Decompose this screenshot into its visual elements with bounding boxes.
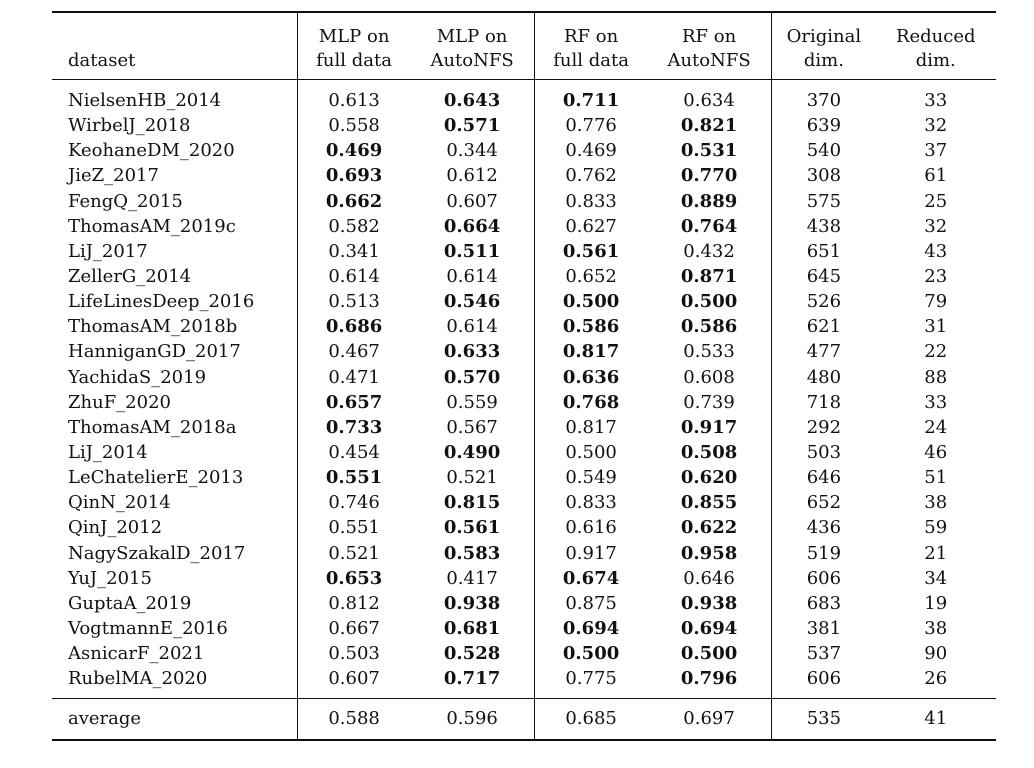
cell-original-dim: 292 <box>772 415 876 440</box>
cell-original-dim: 645 <box>772 264 876 289</box>
cell-rf-full: 0.694 <box>535 616 647 641</box>
cell-mlp-autonfs: 0.567 <box>446 416 498 438</box>
cell-rf-autonfs: 0.694 <box>680 618 738 640</box>
cell-dataset: LifeLinesDeep_2016 <box>68 291 255 313</box>
header-reduced-dim-line1: Reduced <box>895 26 976 47</box>
cell-dataset: ThomasAM_2018b <box>68 316 238 338</box>
cell-mlp-autonfs: 0.521 <box>446 467 498 489</box>
cell-mlp-autonfs: 0.559 <box>446 391 498 413</box>
cell-dataset: ThomasAM_2018a <box>68 416 237 438</box>
cell-original-dim: 308 <box>772 163 876 188</box>
cell-dataset: NielsenHB_2014 <box>68 90 222 112</box>
table-row <box>52 440 996 465</box>
cell-dataset: WirbelJ_2018 <box>68 115 191 137</box>
header-rf-autonfs-line1: RF on <box>681 26 737 47</box>
cell-rf-autonfs: 0.871 <box>680 266 738 288</box>
cell-original-dim: 436 <box>772 515 876 540</box>
cell-original-dim: 606 <box>772 666 876 699</box>
cell-mlp-autonfs: 0.614 <box>446 266 498 288</box>
cell-mlp-full: 0.733 <box>298 415 410 440</box>
cell-dataset: QinN_2014 <box>68 492 171 514</box>
cell-rf-full: 0.775 <box>535 666 647 699</box>
cell-rf-full: 0.776 <box>535 113 647 138</box>
cell-rf-autonfs: 0.608 <box>683 366 735 388</box>
cell-rf-full: 0.833 <box>535 490 647 515</box>
cell-rf-full: 0.817 <box>535 415 647 440</box>
header-mlp-autonfs-line1: MLP on <box>436 26 508 47</box>
header-dataset-label: dataset <box>68 50 136 71</box>
header-mlp-full-line1: MLP on <box>318 26 390 47</box>
table-row <box>52 616 996 641</box>
cell-reduced-dim: 24 <box>924 416 948 438</box>
cell-rf-autonfs: 0.855 <box>680 492 738 514</box>
table-row <box>52 113 996 138</box>
cell-dataset: HanniganGD_2017 <box>68 341 241 363</box>
table-row <box>52 289 996 314</box>
cell-reduced-dim: 26 <box>924 668 948 690</box>
cell-mlp-full: 0.558 <box>298 113 410 138</box>
cell-mlp-autonfs: 0.561 <box>443 517 501 539</box>
cell-original-dim: 519 <box>772 541 876 566</box>
cell-mlp-full: 0.551 <box>298 515 410 540</box>
cell-reduced-dim: 43 <box>924 240 948 262</box>
cell-mlp-full: 0.469 <box>298 138 410 163</box>
header-mlp-autonfs-line2: AutoNFS <box>430 50 514 71</box>
cell-mlp-autonfs: 0.643 <box>443 90 501 112</box>
cell-original-dim: 477 <box>772 339 876 364</box>
header-mlp-full <box>298 12 410 80</box>
average-row <box>52 699 996 741</box>
cell-reduced-dim: 46 <box>924 442 948 464</box>
cell-original-dim: 370 <box>772 80 876 114</box>
cell-mlp-autonfs: 0.490 <box>443 442 501 464</box>
cell-mlp-full: 0.582 <box>298 214 410 239</box>
cell-reduced-dim: 25 <box>924 190 948 212</box>
cell-rf-autonfs: 0.500 <box>680 643 738 665</box>
cell-mlp-autonfs: 0.633 <box>443 341 501 363</box>
cell-mlp-autonfs: 0.417 <box>446 567 498 589</box>
cell-original-dim: 639 <box>772 113 876 138</box>
cell-rf-full: 0.500 <box>535 440 647 465</box>
cell-rf-autonfs: 0.622 <box>680 517 738 539</box>
cell-mlp-autonfs: 0.607 <box>446 190 498 212</box>
cell-dataset: AsnicarF_2021 <box>68 643 205 665</box>
cell-dataset: YachidaS_2019 <box>68 366 207 388</box>
table-row <box>52 490 996 515</box>
cell-rf-autonfs: 0.531 <box>680 140 738 162</box>
cell-mlp-full: 0.746 <box>298 490 410 515</box>
average-original-dim: 535 <box>772 699 876 741</box>
cell-reduced-dim: 51 <box>924 467 948 489</box>
cell-rf-autonfs: 0.533 <box>683 341 735 363</box>
cell-rf-full: 0.768 <box>535 390 647 415</box>
table-row <box>52 314 996 339</box>
table-row <box>52 138 996 163</box>
cell-reduced-dim: 32 <box>924 115 948 137</box>
cell-reduced-dim: 37 <box>924 140 948 162</box>
cell-reduced-dim: 59 <box>924 517 948 539</box>
cell-original-dim: 438 <box>772 214 876 239</box>
header-reduced-dim-line2: dim. <box>915 50 956 71</box>
table-body <box>52 80 996 699</box>
cell-mlp-autonfs: 0.612 <box>446 165 498 187</box>
cell-reduced-dim: 33 <box>924 391 948 413</box>
cell-rf-full: 0.627 <box>535 214 647 239</box>
cell-original-dim: 537 <box>772 641 876 666</box>
cell-reduced-dim: 22 <box>924 341 948 363</box>
cell-mlp-full: 0.471 <box>298 365 410 390</box>
cell-rf-full: 0.762 <box>535 163 647 188</box>
cell-rf-full: 0.875 <box>535 591 647 616</box>
table-row <box>52 465 996 490</box>
cell-original-dim: 480 <box>772 365 876 390</box>
header-rf-autonfs <box>647 12 772 80</box>
cell-rf-autonfs: 0.620 <box>680 467 738 489</box>
cell-mlp-full: 0.812 <box>298 591 410 616</box>
table-row <box>52 80 996 114</box>
cell-reduced-dim: 79 <box>924 291 948 313</box>
cell-reduced-dim: 88 <box>924 366 948 388</box>
table-row <box>52 339 996 364</box>
cell-dataset: VogtmannE_2016 <box>68 618 228 640</box>
cell-original-dim: 652 <box>772 490 876 515</box>
header-original-dim-line1: Original <box>786 26 862 47</box>
header-rf-autonfs-line2: AutoNFS <box>667 50 751 71</box>
cell-rf-autonfs: 0.770 <box>680 165 738 187</box>
cell-rf-full: 0.500 <box>535 289 647 314</box>
table-row <box>52 591 996 616</box>
table-row <box>52 189 996 214</box>
cell-rf-autonfs: 0.634 <box>683 90 735 112</box>
table-row <box>52 239 996 264</box>
cell-mlp-full: 0.657 <box>298 390 410 415</box>
cell-dataset: LiJ_2017 <box>68 240 148 262</box>
cell-rf-autonfs: 0.646 <box>683 567 735 589</box>
table-row <box>52 163 996 188</box>
cell-mlp-full: 0.503 <box>298 641 410 666</box>
cell-mlp-full: 0.686 <box>298 314 410 339</box>
cell-mlp-full: 0.607 <box>298 666 410 699</box>
cell-original-dim: 526 <box>772 289 876 314</box>
cell-original-dim: 718 <box>772 390 876 415</box>
cell-mlp-full: 0.613 <box>298 80 410 114</box>
cell-original-dim: 503 <box>772 440 876 465</box>
results-table-container <box>52 11 996 741</box>
table-row <box>52 365 996 390</box>
header-row <box>52 12 996 80</box>
cell-rf-autonfs: 0.508 <box>680 442 738 464</box>
cell-mlp-full: 0.662 <box>298 189 410 214</box>
cell-dataset: ZellerG_2014 <box>68 266 192 288</box>
cell-mlp-full: 0.521 <box>298 541 410 566</box>
table-row <box>52 264 996 289</box>
cell-dataset: ZhuF_2020 <box>68 391 171 413</box>
cell-original-dim: 606 <box>772 566 876 591</box>
cell-dataset: NagySzakalD_2017 <box>68 542 246 564</box>
cell-reduced-dim: 34 <box>924 567 948 589</box>
table-row <box>52 390 996 415</box>
cell-rf-full: 0.833 <box>535 189 647 214</box>
cell-mlp-autonfs: 0.546 <box>443 291 501 313</box>
average-mlp-full: 0.588 <box>298 699 410 741</box>
header-mlp-full-line2: full data <box>316 50 392 71</box>
cell-mlp-autonfs: 0.614 <box>446 316 498 338</box>
cell-rf-autonfs: 0.432 <box>683 240 735 262</box>
cell-mlp-autonfs: 0.528 <box>443 643 501 665</box>
table-row <box>52 566 996 591</box>
cell-mlp-full: 0.653 <box>298 566 410 591</box>
cell-dataset: ThomasAM_2019c <box>68 215 236 237</box>
cell-rf-full: 0.616 <box>535 515 647 540</box>
table-row <box>52 641 996 666</box>
cell-mlp-autonfs: 0.815 <box>443 492 501 514</box>
cell-original-dim: 621 <box>772 314 876 339</box>
table-header <box>52 12 996 80</box>
cell-rf-autonfs: 0.796 <box>680 668 738 690</box>
cell-dataset: JieZ_2017 <box>68 165 159 187</box>
header-dataset <box>52 12 298 80</box>
header-rf-full <box>535 12 647 80</box>
cell-mlp-full: 0.693 <box>298 163 410 188</box>
cell-mlp-full: 0.551 <box>298 465 410 490</box>
cell-original-dim: 646 <box>772 465 876 490</box>
cell-mlp-autonfs: 0.583 <box>443 542 501 564</box>
header-mlp-autonfs <box>410 12 535 80</box>
average-reduced-dim: 41 <box>875 699 996 741</box>
cell-reduced-dim: 23 <box>924 266 948 288</box>
cell-reduced-dim: 33 <box>924 90 948 112</box>
header-reduced-dim <box>875 12 996 80</box>
cell-rf-autonfs: 0.586 <box>680 316 738 338</box>
cell-rf-full: 0.636 <box>535 365 647 390</box>
cell-rf-autonfs: 0.889 <box>680 190 738 212</box>
cell-rf-autonfs: 0.938 <box>680 592 738 614</box>
cell-rf-full: 0.711 <box>535 80 647 114</box>
cell-mlp-autonfs: 0.681 <box>443 618 501 640</box>
cell-rf-full: 0.917 <box>535 541 647 566</box>
cell-mlp-autonfs: 0.664 <box>443 215 501 237</box>
cell-rf-full: 0.652 <box>535 264 647 289</box>
table-row <box>52 415 996 440</box>
table-row <box>52 214 996 239</box>
cell-rf-autonfs: 0.739 <box>683 391 735 413</box>
cell-mlp-autonfs: 0.717 <box>443 668 501 690</box>
cell-dataset: LiJ_2014 <box>68 442 148 464</box>
cell-rf-full: 0.561 <box>535 239 647 264</box>
average-rf-autonfs: 0.697 <box>647 699 772 741</box>
cell-rf-autonfs: 0.500 <box>680 291 738 313</box>
cell-reduced-dim: 31 <box>924 316 948 338</box>
cell-rf-autonfs: 0.958 <box>680 542 738 564</box>
table-average-section <box>52 699 996 741</box>
cell-original-dim: 540 <box>772 138 876 163</box>
header-original-dim <box>772 12 876 80</box>
cell-mlp-full: 0.667 <box>298 616 410 641</box>
table-row <box>52 515 996 540</box>
cell-reduced-dim: 90 <box>924 643 948 665</box>
cell-mlp-full: 0.341 <box>298 239 410 264</box>
cell-rf-full: 0.586 <box>535 314 647 339</box>
cell-dataset: YuJ_2015 <box>68 567 152 589</box>
table-row <box>52 541 996 566</box>
cell-mlp-autonfs: 0.570 <box>443 366 501 388</box>
cell-dataset: FengQ_2015 <box>68 190 183 212</box>
header-original-dim-line2: dim. <box>803 50 844 71</box>
cell-dataset: GuptaA_2019 <box>68 592 192 614</box>
cell-mlp-autonfs: 0.938 <box>443 592 501 614</box>
cell-rf-full: 0.500 <box>535 641 647 666</box>
cell-dataset: KeohaneDM_2020 <box>68 140 235 162</box>
cell-rf-autonfs: 0.917 <box>680 416 738 438</box>
cell-rf-full: 0.817 <box>535 339 647 364</box>
cell-reduced-dim: 32 <box>924 215 948 237</box>
cell-mlp-full: 0.454 <box>298 440 410 465</box>
cell-original-dim: 575 <box>772 189 876 214</box>
cell-reduced-dim: 38 <box>924 492 948 514</box>
cell-reduced-dim: 61 <box>924 165 948 187</box>
cell-mlp-autonfs: 0.511 <box>443 240 501 262</box>
cell-mlp-autonfs: 0.344 <box>446 140 498 162</box>
cell-rf-full: 0.469 <box>535 138 647 163</box>
cell-dataset: RubelMA_2020 <box>68 668 208 690</box>
cell-dataset: QinJ_2012 <box>68 517 163 539</box>
average-label: average <box>52 699 298 741</box>
cell-mlp-full: 0.614 <box>298 264 410 289</box>
cell-original-dim: 683 <box>772 591 876 616</box>
average-mlp-autonfs: 0.596 <box>410 699 535 741</box>
table-row <box>52 666 996 699</box>
cell-rf-full: 0.549 <box>535 465 647 490</box>
cell-reduced-dim: 21 <box>924 542 948 564</box>
cell-reduced-dim: 38 <box>924 618 948 640</box>
header-rf-full-line2: full data <box>553 50 629 71</box>
cell-original-dim: 381 <box>772 616 876 641</box>
results-table <box>52 11 996 741</box>
cell-mlp-full: 0.513 <box>298 289 410 314</box>
cell-rf-autonfs: 0.821 <box>680 115 738 137</box>
cell-original-dim: 651 <box>772 239 876 264</box>
cell-rf-full: 0.674 <box>535 566 647 591</box>
cell-mlp-autonfs: 0.571 <box>443 115 501 137</box>
header-rf-full-line1: RF on <box>563 26 619 47</box>
cell-dataset: LeChatelierE_2013 <box>68 467 244 489</box>
cell-mlp-full: 0.467 <box>298 339 410 364</box>
cell-reduced-dim: 19 <box>924 592 948 614</box>
average-rf-full: 0.685 <box>535 699 647 741</box>
cell-rf-autonfs: 0.764 <box>680 215 738 237</box>
